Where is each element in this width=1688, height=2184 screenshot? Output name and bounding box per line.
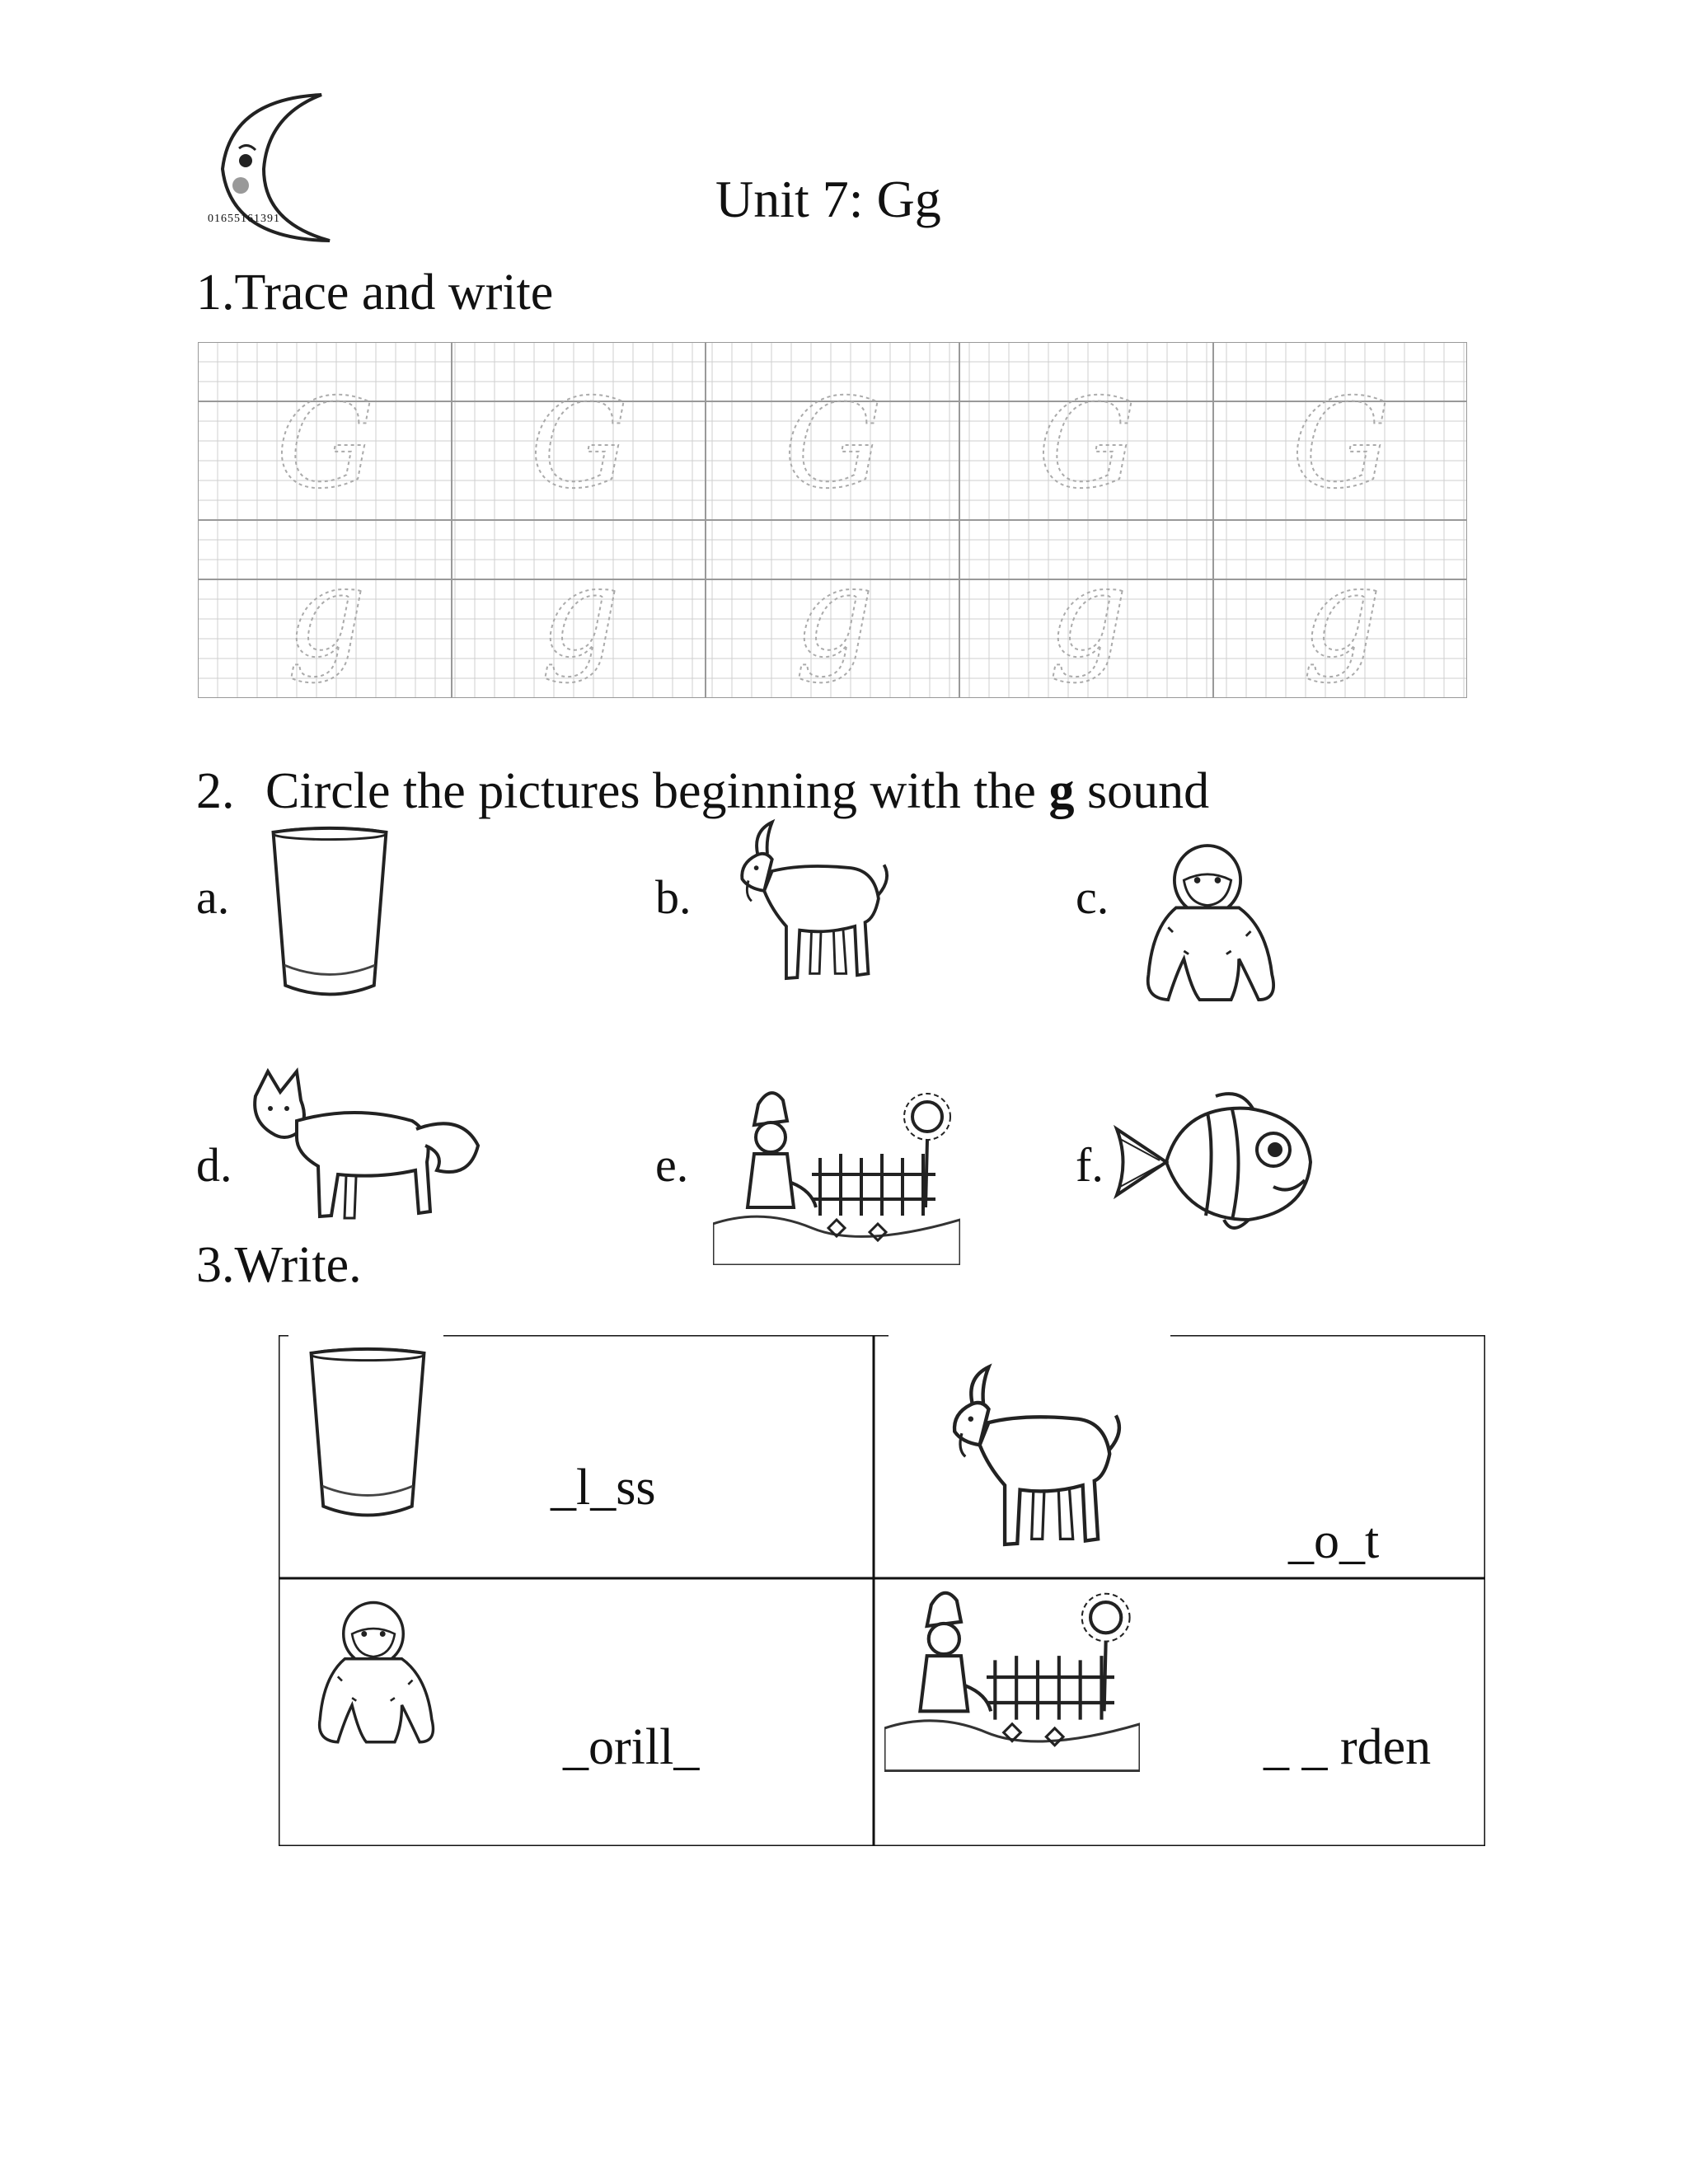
item-f-label: f.	[1076, 1138, 1104, 1192]
write-table	[279, 1335, 1485, 1846]
garden-icon[interactable]	[713, 1084, 960, 1265]
trace-lower-letter: g	[1302, 541, 1382, 685]
item-c-label: c.	[1076, 870, 1109, 924]
goat-icon	[921, 1360, 1128, 1566]
trace-lower-letter: g	[1048, 541, 1128, 685]
trace-upper-letter: G	[1292, 373, 1390, 516]
section2-heading-before: Circle the pictures beginning with the	[265, 763, 1049, 819]
word-goat[interactable]: _o_t	[1288, 1513, 1380, 1569]
item-a-label: a.	[196, 870, 230, 924]
page-title: Unit 7: Gg	[715, 170, 941, 228]
trace-lower-letter: g	[287, 541, 367, 685]
trace-upper-letter: G	[276, 373, 375, 516]
section1-heading: 1.Trace and write	[196, 265, 554, 321]
section2-heading-bold: g	[1048, 763, 1075, 819]
item-b-label: b.	[655, 870, 692, 924]
trace-lower-letter: g	[795, 541, 874, 685]
section3-heading: 3.Write.	[196, 1237, 362, 1293]
logo-phone: 01655161391	[208, 213, 280, 225]
item-d-label: d.	[196, 1138, 232, 1192]
section2-heading	[196, 762, 1209, 821]
gorilla-icon[interactable]	[1121, 831, 1294, 1016]
trace-grid	[198, 342, 1467, 698]
moon-logo	[198, 91, 363, 247]
word-gorilla[interactable]: _orill_	[563, 1719, 700, 1775]
gorilla-icon	[295, 1582, 452, 1764]
section2-heading-after: sound	[1074, 763, 1210, 819]
word-garden[interactable]: _ _ rden	[1264, 1719, 1432, 1775]
trace-lower-letter: g	[541, 541, 621, 685]
fox-icon[interactable]	[239, 1063, 486, 1228]
glass-icon	[293, 1345, 442, 1530]
trace-upper-letter: G	[530, 373, 629, 516]
trace-grid-lines	[198, 342, 1467, 698]
garden-icon	[884, 1582, 1140, 1772]
section2-number: 2.	[196, 763, 235, 819]
glass-icon[interactable]	[256, 824, 404, 1010]
goat-icon[interactable]	[713, 816, 894, 997]
fish-icon[interactable]	[1109, 1088, 1323, 1236]
section2-text	[265, 763, 1209, 819]
item-e-label: e.	[655, 1138, 689, 1192]
word-glass[interactable]: _l_ss	[551, 1460, 656, 1516]
trace-upper-letter: G	[784, 373, 883, 516]
trace-upper-letter: G	[1038, 373, 1137, 516]
